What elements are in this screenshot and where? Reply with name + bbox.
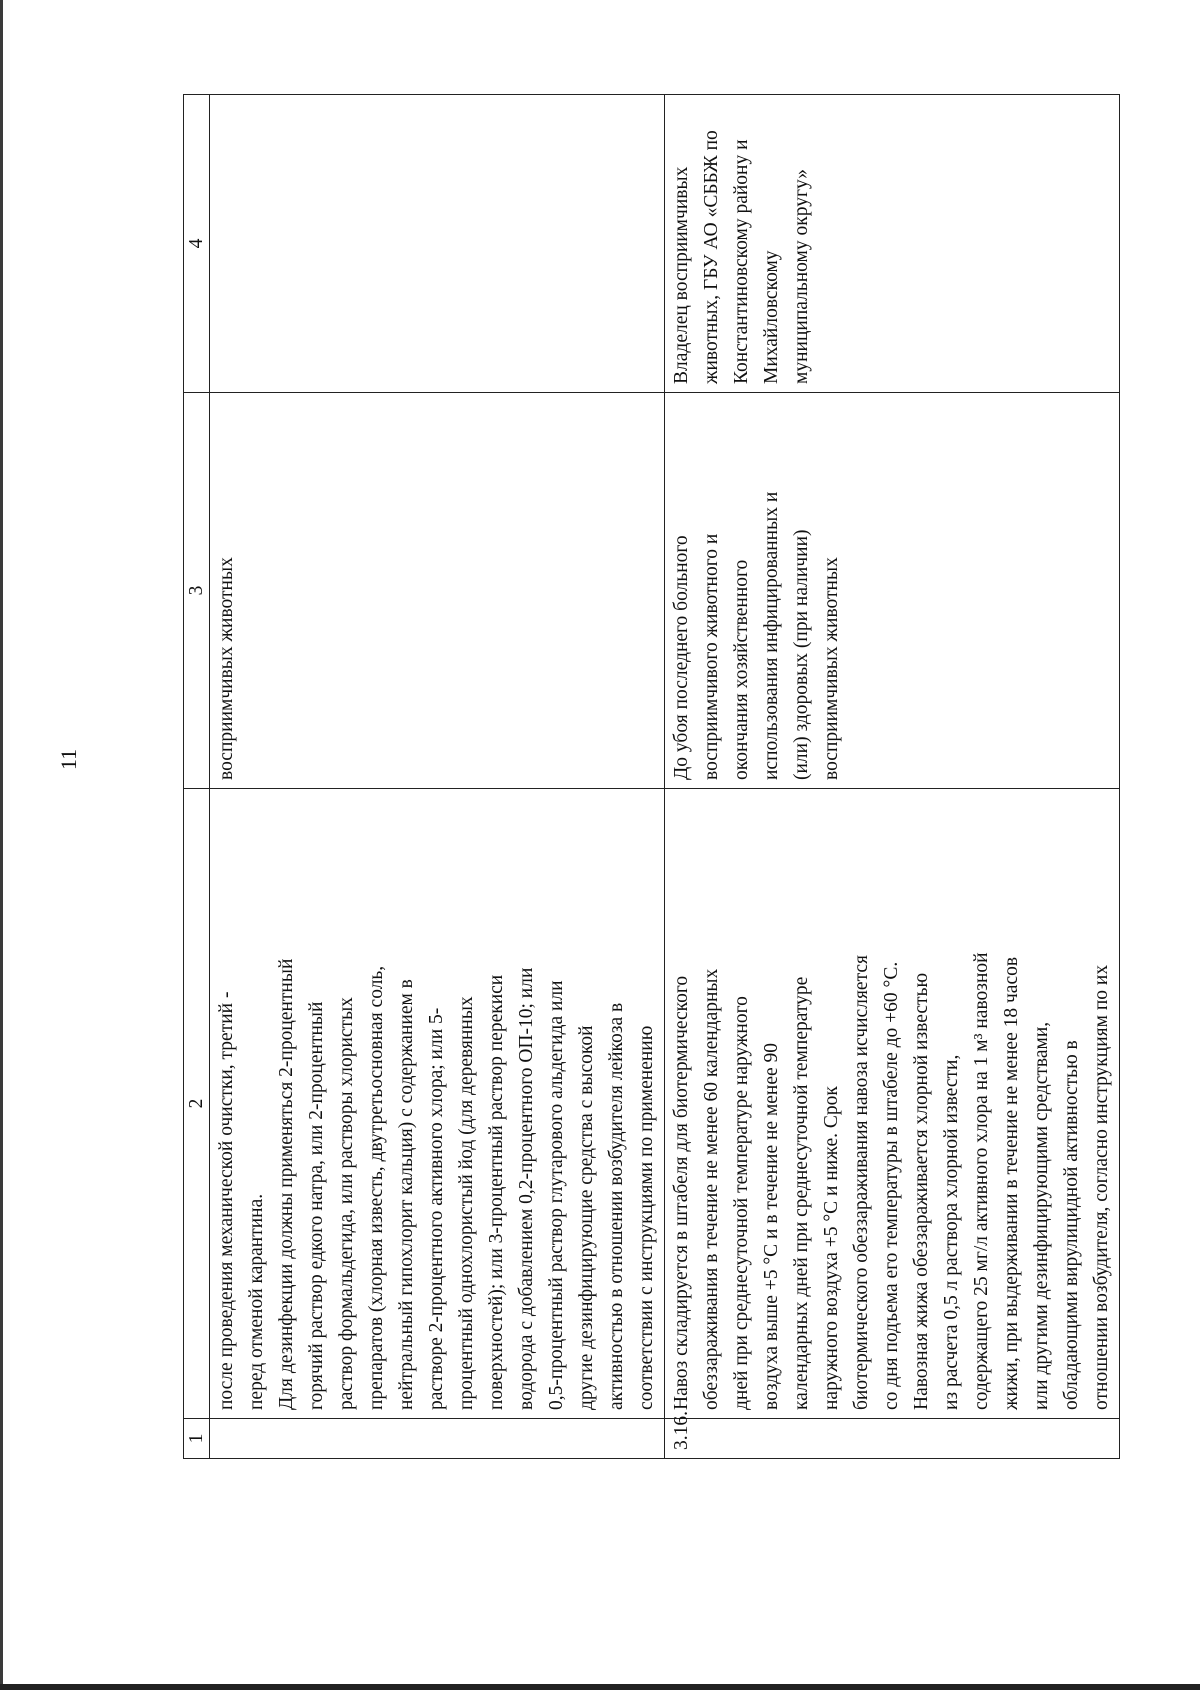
text-line: обладающими вирулицидной активностью в (1061, 1040, 1082, 1410)
text-line: раствор формальдегида, или растворы хлористых (336, 997, 357, 1410)
cell-period (665, 393, 1120, 789)
text-line: Владелец восприимчивых (671, 166, 692, 384)
text-line: соответствии с инструкциями по применению (636, 1025, 657, 1410)
text-line: календарных дней при среднесуточной температуре (791, 976, 812, 1410)
text-line: горячий раствор едкого натра, или 2-процентный (306, 1001, 327, 1410)
cell-number: 3.16. (665, 1419, 1120, 1459)
cell-number (210, 1419, 665, 1459)
table-row-continued (210, 95, 665, 1459)
text-line: водорода с добавлением 0,2-процентного ОП-10; или (516, 967, 537, 1410)
cell-responsible (665, 95, 1120, 393)
text-line: 0,5-процентный раствор глутарового альдегида или (546, 980, 567, 1410)
header-col-2: 2 (184, 789, 210, 1419)
scan-edge (0, 0, 3, 1690)
text-line: воздуха выше +5 °С и в течение не менее 90 (761, 1042, 782, 1410)
text-line: восприимчивых животных (216, 557, 237, 780)
text-line: или другими дезинфицирующими средствами, (1031, 1021, 1052, 1410)
text-line: окончания хозяйственного (731, 559, 752, 780)
text-line: биотермического обеззараживания навоза исчисляется (851, 955, 872, 1410)
header-col-4: 4 (184, 95, 210, 393)
text-line: со дня подъема его температуры в штабеле до +60 °С. (881, 961, 902, 1410)
text-line: животных, ГБУ АО «СББЖ по (701, 130, 722, 384)
text-line: Константиновскому району и (731, 139, 752, 384)
text-line: Навоз складируется в штабеля для биотермического (671, 975, 692, 1410)
text-line: Михайловскому (761, 250, 782, 384)
text-line: отношении возбудителя, согласно инструкциям по их (1091, 964, 1112, 1410)
header-col-1: 1 (184, 1419, 210, 1459)
text-line: после проведения механической очистки, третий - (216, 991, 237, 1410)
text-line: процентный однохлористый йод (для деревянных (456, 996, 477, 1410)
cell-measures (665, 789, 1120, 1419)
table-row-3-16 (665, 95, 1120, 1459)
cell-period (210, 393, 665, 789)
regulation-table (183, 94, 1120, 1459)
scan-edge-bottom (0, 1684, 1200, 1690)
text-line: дней при среднесуточной температуре наружного (731, 996, 752, 1410)
text-line: активностью в отношении возбудителя лейкоза в (606, 1002, 627, 1410)
cell-responsible (210, 95, 665, 393)
text-line: из расчета 0,5 л раствора хлорной извести, (941, 1054, 962, 1410)
text-line: препаратов (хлорная известь, двутретьосновная соль, (366, 965, 387, 1410)
text-line: растворе 2-процентного активного хлора; или 5- (426, 1007, 447, 1410)
text-line: поверхностей); или 3-процентный раствор перекиси (486, 974, 507, 1410)
rotated-page (183, 95, 1113, 1459)
text-line: До убоя последнего больного (671, 535, 692, 780)
header-col-3: 3 (184, 393, 210, 789)
text-line: восприимчивого животного и (701, 533, 722, 780)
text-line: перед отменой карантина. (246, 1193, 267, 1410)
page-number: 11 (56, 748, 81, 770)
text-line: Для дезинфекции должны применяться 2-процентный (276, 958, 297, 1410)
text-line: обеззараживания в течение не менее 60 календарных (701, 968, 722, 1410)
text-line: Навозная жижа обеззараживается хлорной известью (911, 972, 932, 1410)
text-line: жижи, при выдерживании в течение не менее 18 часов (1001, 956, 1022, 1410)
text-line: муниципальному округу» (791, 169, 812, 384)
table-header-row (184, 95, 210, 1459)
text-line: нейтральный гипохлорит кальция) с содержанием в (396, 979, 417, 1410)
text-line: наружного воздуха +5 °С и ниже. Срок (821, 1086, 842, 1410)
text-line: (или) здоровых (при наличии) (791, 529, 812, 780)
text-line: восприимчивых животных (821, 557, 842, 780)
text-line: другие дезинфицирующие средства с высокой (576, 1025, 597, 1410)
text-line: использования инфицированных и (761, 491, 782, 780)
cell-measures (210, 789, 665, 1419)
text-line: содержащего 25 мг/л активного хлора на 1 м³ навозной (971, 952, 992, 1410)
